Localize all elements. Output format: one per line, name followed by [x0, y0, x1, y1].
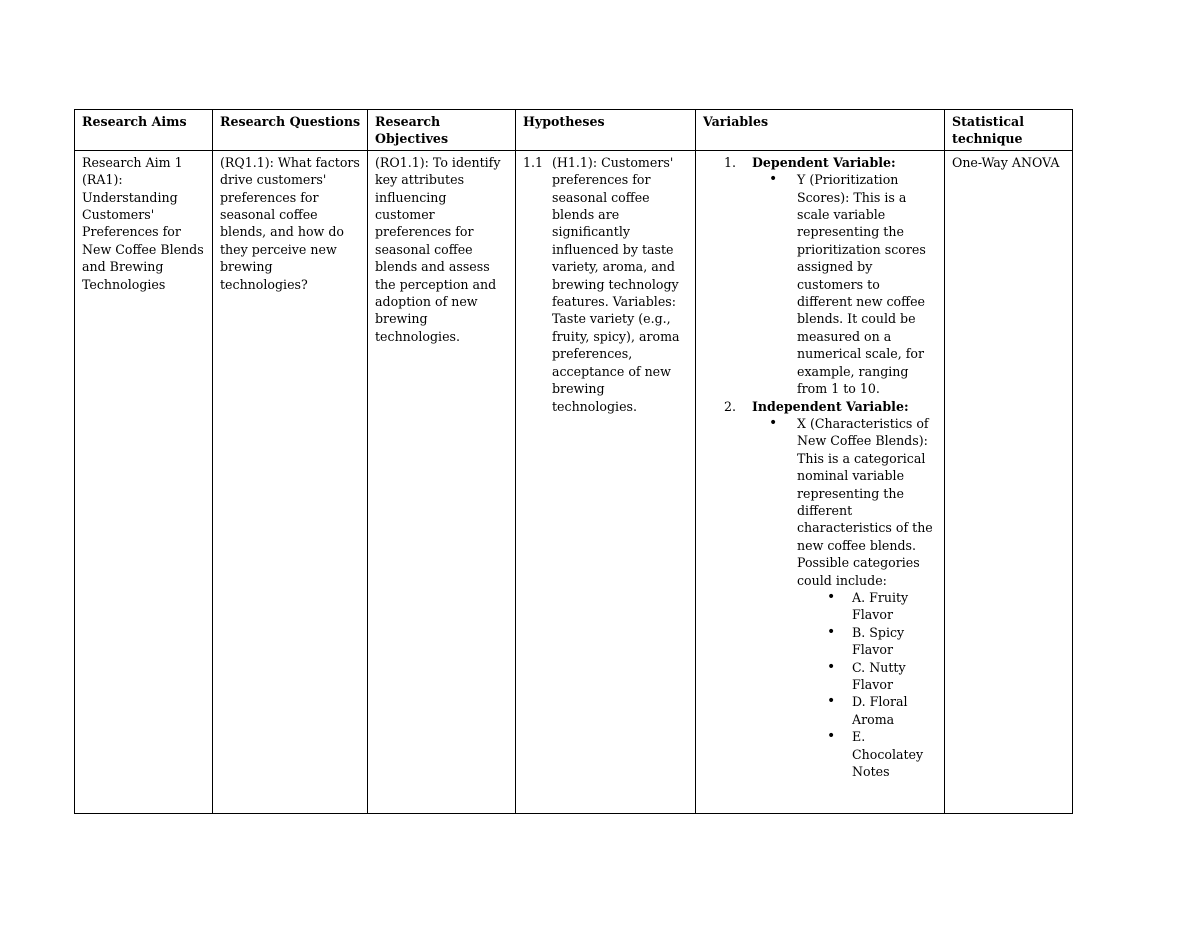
table-header-row — [75, 110, 1073, 151]
header-research-objectives: Research Objectives — [368, 110, 516, 151]
dependent-variable-description: • Y (Prioritization Scores): This is a scale variable representing the prioritization scores assigned by customers to different new coffee blends. It could be measured on a numerical scale, for example, ranging from 1 to 10. — [797, 172, 926, 397]
list-item — [797, 171, 938, 397]
header-variables: Variables — [696, 110, 945, 151]
independent-variable-description: • X (Characteristics of New Coffee Blends): This is a categorical nominal variable representing the different characteristics of the new coffee blends. Possible categories could include: — [797, 415, 933, 588]
dependent-variable-heading: Dependent Variable: — [752, 154, 896, 170]
independent-variable-heading: Independent Variable: — [752, 398, 909, 414]
cell-research-aim — [75, 150, 213, 813]
cell-research-objective — [368, 150, 516, 813]
variables-list — [696, 154, 938, 781]
research-question-text: (RQ1.1): What factors drive customers' preferences for seasonal coffee blends, and how do they perceive new brewing technologies? — [220, 154, 360, 292]
category-item: • E. Chocolatey Notes — [852, 728, 938, 780]
header-statistical-technique: Statistical technique — [945, 110, 1073, 151]
cell-variables — [696, 150, 945, 813]
research-aim-text: Research Aim 1 (RA1): Understanding Customers' Preferences for New Coffee Blends and Brewing Technologies — [82, 154, 204, 292]
statistical-technique-text: One-Way ANOVA — [952, 154, 1060, 170]
category-item: • B. Spicy Flavor — [852, 624, 938, 659]
cell-statistical-technique — [945, 150, 1073, 813]
independent-variable-item — [696, 398, 938, 781]
dependent-variable-item — [696, 154, 938, 398]
dependent-variable-details — [696, 171, 938, 397]
header-research-questions: Research Questions — [213, 110, 368, 151]
cell-research-question — [213, 150, 368, 813]
header-hypotheses: Hypotheses — [516, 110, 696, 151]
independent-variable-details — [696, 415, 938, 781]
hypothesis-text: (H1.1): Customers' preferences for seasonal coffee blends are significantly influenced by taste variety, aroma, and brewing technology features. Variables: Taste variety (e.g., fruity, spicy), aroma preferences, acceptance of new brewing technologies. — [552, 154, 680, 414]
table-row — [75, 150, 1073, 813]
category-item: • D. Floral Aroma — [852, 693, 938, 728]
research-table — [74, 109, 1073, 814]
dependent-variable-number: 1. — [724, 154, 737, 170]
hypothesis-item — [523, 154, 689, 415]
research-objective-text: (RO1.1): To identify key attributes influencing customer preferences for seasonal coffee blends and assess the perception and adoption of new brewing technologies. — [375, 154, 501, 344]
header-research-aims: Research Aims — [75, 110, 213, 151]
category-item: • A. Fruity Flavor — [852, 589, 938, 624]
cell-hypothesis — [516, 150, 696, 813]
hypothesis-number: 1.1 — [523, 154, 544, 170]
independent-variable-number: 2. — [724, 398, 737, 414]
category-item: • C. Nutty Flavor — [852, 659, 938, 694]
category-list — [797, 589, 938, 780]
list-item — [797, 415, 938, 781]
